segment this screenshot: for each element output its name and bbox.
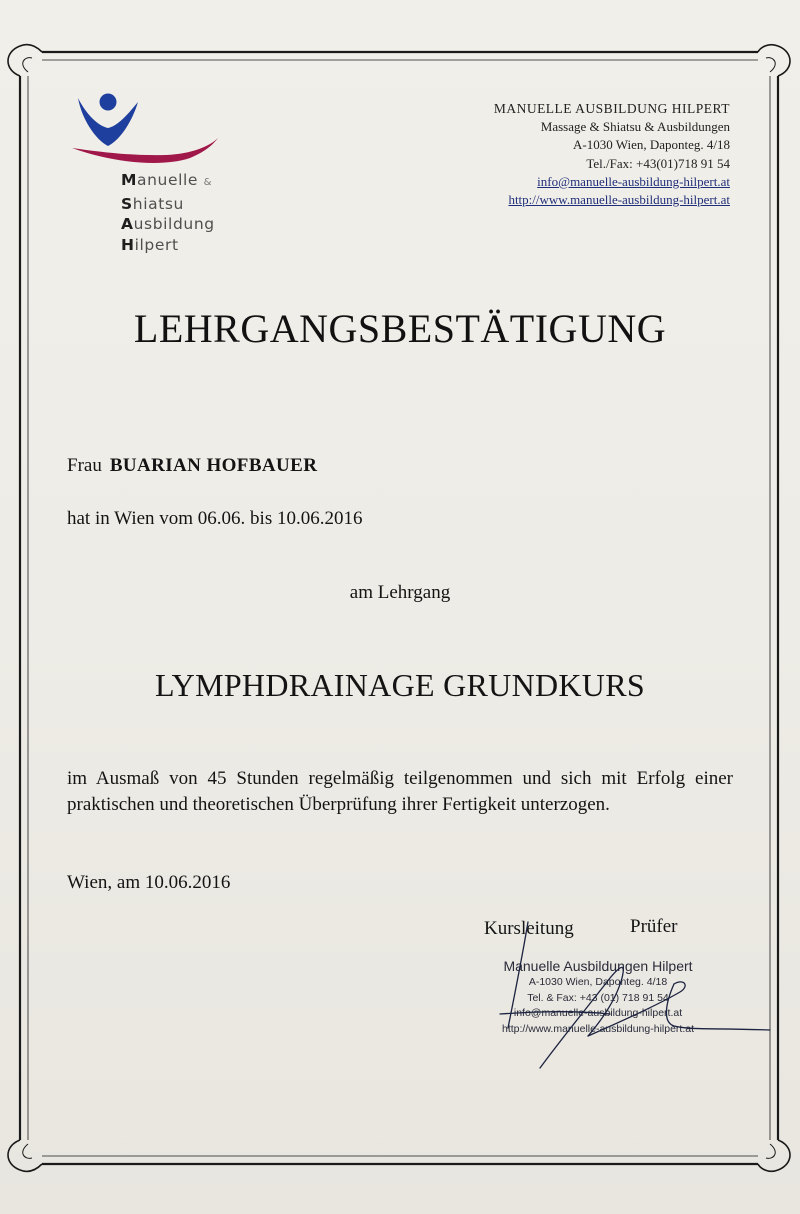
logo-line: Shiatsu [121, 194, 184, 213]
address-org: MANUELLE AUSBILDUNG HILPERT [493, 101, 730, 116]
logo-line: Hilpert [121, 235, 179, 254]
stamp-org: Manuelle Ausbildungen Hilpert [503, 958, 693, 974]
recipient-name: BUARIAN HOFBAUER [109, 455, 318, 476]
logo-wordmark [121, 170, 215, 255]
salutation: Frau [67, 455, 102, 476]
logo-line: Manuelle & [121, 171, 212, 189]
letterhead-address [494, 100, 730, 209]
address-street: A-1030 Wien, Daponteg. 4/18 [572, 137, 730, 153]
document-title: LEHRGANGSBESTÄTIGUNG [133, 306, 667, 351]
course-lead-label: Kursleitung [484, 918, 574, 939]
website-link[interactable]: http://www.manuelle-ausbildung-hilpert.at [508, 192, 730, 208]
address-subtitle: Massage & Shiatsu & Ausbildungen [540, 119, 730, 135]
course-period: hat in Wien vom 06.06. bis 10.06.2016 [67, 508, 363, 529]
email-link[interactable]: info@manuelle-ausbildung-hilpert.at [537, 173, 730, 189]
stamp-street: A-1030 Wien, Daponteg. 4/18 [528, 976, 668, 988]
stamp-phone: Tel. & Fax: +43 (01) 718 91 54 [527, 991, 669, 1004]
examiner-label: Prüfer [630, 916, 678, 937]
msah-logo-icon [70, 88, 230, 168]
completion-statement: im Ausmaß von 45 Stunden regelmäßig teilgenommen und sich mit Erfolg einer praktischen und theoretischen Überprüfung ihrer Fertigkeit unterzogen. [67, 768, 733, 815]
stamp-email: info@manuelle-ausbildung-hilpert.at [513, 1007, 683, 1019]
stamp-website: http://www.manuelle-ausbildung-hilpert.at [501, 1022, 695, 1035]
course-name: LYMPHDRAINAGE GRUNDKURS [155, 667, 645, 703]
issue-date: Wien, am 10.06.2016 [67, 872, 231, 893]
address-phone: Tel./Fax: +43(01)718 91 54 [586, 155, 730, 171]
recipient-line [67, 455, 317, 477]
course-intro: am Lehrgang [349, 582, 451, 603]
handwritten-signature [470, 918, 780, 1078]
logo-line: Ausbildung [121, 215, 215, 233]
